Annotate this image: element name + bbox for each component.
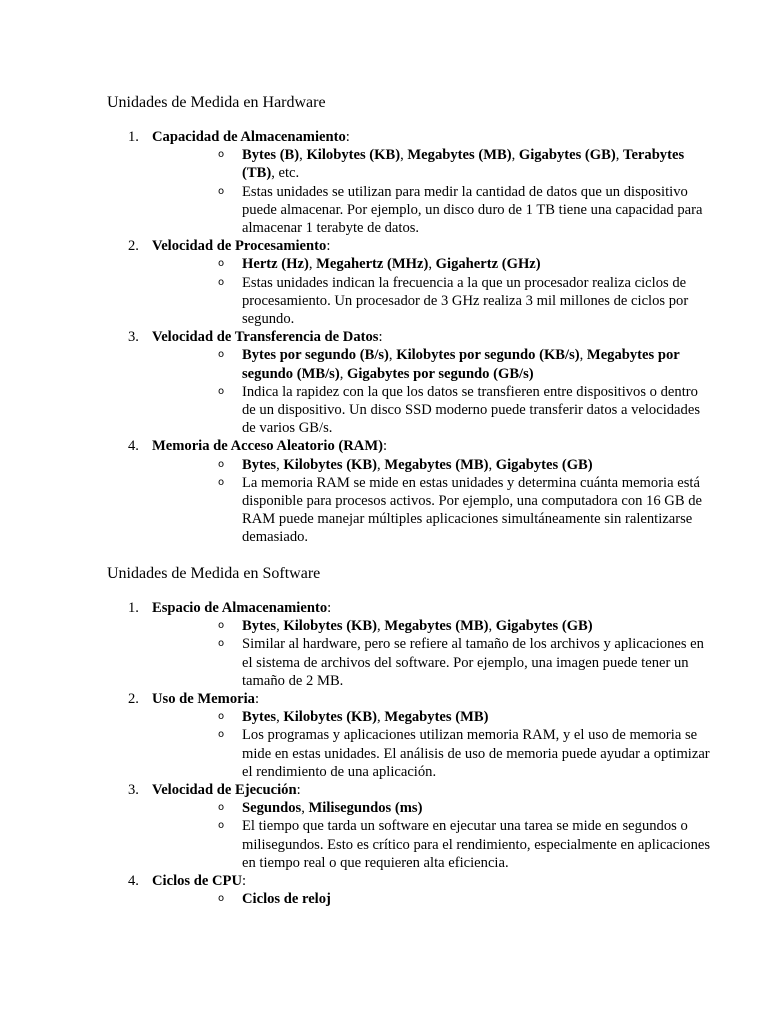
unit-separator: , <box>579 347 587 364</box>
list-item <box>107 128 703 237</box>
list-item <box>107 237 689 328</box>
unit-separator: , <box>615 147 624 164</box>
bullet-icon: o <box>218 620 225 632</box>
list-item <box>107 437 702 546</box>
item-description: Estas unidades se utilizan para medir la cantidad de datos que un dispositivo puede almacenar. Por ejemplo, un disco duro de 1 TB tiene una capacidad para almacenar 1 terabyte de datos. <box>242 183 703 237</box>
item-title-colon: : <box>254 691 260 708</box>
sub-list <box>152 617 704 690</box>
section-heading: Unidades de Medida en Software <box>107 565 321 582</box>
unit-name: Kilobytes (KB) <box>283 709 378 726</box>
units-bullet <box>152 146 712 182</box>
unit-name: Hertz (Hz) <box>242 256 309 273</box>
unit-name: Gigabytes por segundo (GB/s) <box>347 365 534 382</box>
item-description: Similar al hardware, pero se refiere al tamaño de los archivos y aplicaciones en el sistema de archivos del software. Por ejemplo, una imagen puede tener un tamaño de 2 MB. <box>242 636 704 689</box>
unit-separator: , <box>488 456 496 473</box>
section-software <box>107 564 711 908</box>
item-description: El tiempo que tarda un software en ejecutar una tarea se mide en segundos o milisegundos. Esto es crítico para el rendimiento, especialmente en aplicaciones en tiempo real o que requieren alta eficiencia. <box>242 818 711 871</box>
item-number: 1. <box>128 129 139 145</box>
units-bullet <box>152 799 712 817</box>
unit-name: Segundos <box>242 800 302 817</box>
unit-name: Gigabytes (GB) <box>518 147 616 164</box>
unit-separator: , <box>308 256 317 273</box>
item-title-colon: : <box>296 782 301 799</box>
bullet-icon: o <box>218 893 225 905</box>
item-title: Velocidad de Transferencia de Datos <box>152 329 379 346</box>
bullet-icon: o <box>218 385 225 397</box>
sub-list <box>152 346 700 437</box>
unit-separator: , <box>339 365 348 382</box>
unit-name: Megabytes (MB) <box>384 456 489 473</box>
sub-list <box>152 255 689 328</box>
item-title-colon: : <box>242 873 247 890</box>
unit-separator: , <box>377 709 385 726</box>
unit-separator: , <box>301 800 309 817</box>
bullet-icon: o <box>218 729 225 741</box>
list-item <box>107 781 711 872</box>
item-title-colon: : <box>326 238 331 255</box>
item-title-line <box>152 690 667 708</box>
unit-name: Bytes por segundo (B/s) <box>242 347 389 364</box>
unit-separator: , <box>511 147 519 164</box>
item-number: 1. <box>128 600 139 616</box>
item-description: Estas unidades indican la frecuencia a la que un procesador realiza ciclos de procesamiento. Un procesador de 3 GHz realiza 3 mil millones de ciclos por segundo. <box>242 274 689 328</box>
section-heading: Unidades de Medida en Hardware <box>107 94 326 111</box>
unit-name: Kilobytes (KB) <box>306 147 401 164</box>
item-number: 3. <box>128 782 139 799</box>
unit-separator: , <box>276 456 284 473</box>
list-item <box>107 690 710 781</box>
item-number: 4. <box>128 438 139 455</box>
item-title: Espacio de Almacenamiento <box>152 600 328 616</box>
unit-separator: , <box>276 709 284 726</box>
list-item <box>107 328 700 437</box>
unit-separator: , etc. <box>271 165 300 182</box>
unit-separator: , <box>377 618 385 635</box>
item-title: Velocidad de Procesamiento <box>152 238 327 255</box>
bullet-icon: o <box>218 185 225 197</box>
bullet-icon: o <box>218 638 225 650</box>
sub-list <box>152 890 667 908</box>
description-bullet <box>152 726 712 781</box>
item-number: 4. <box>128 873 139 890</box>
list-item <box>107 872 667 908</box>
bullet-icon: o <box>218 820 225 832</box>
bullet-icon: o <box>218 276 225 288</box>
units-bullet <box>152 456 712 474</box>
item-list <box>107 128 703 547</box>
unit-name: Megabytes (MB) <box>384 618 489 635</box>
sub-list <box>152 799 711 872</box>
sub-list <box>152 146 703 237</box>
item-number: 2. <box>128 691 139 708</box>
unit-name: Megabytes por segundo (MB/s) <box>242 347 680 382</box>
unit-name: Megahertz (MHz) <box>316 256 429 273</box>
unit-separator: , <box>276 618 284 635</box>
bullet-icon: o <box>218 802 225 814</box>
item-title: Capacidad de Almacenamiento <box>152 129 346 145</box>
unit-name: Bytes <box>242 709 277 726</box>
unit-name: Ciclos de reloj <box>242 891 331 908</box>
bullet-icon: o <box>218 349 225 361</box>
unit-separator: , <box>388 347 397 364</box>
item-title-line <box>152 328 667 346</box>
unit-separator: , <box>299 147 307 164</box>
item-title-line <box>152 437 667 455</box>
unit-name: Megabytes (MB) <box>384 709 489 726</box>
item-description: La memoria RAM se mide en estas unidades y determina cuánta memoria está disponible para procesos activos. Por ejemplo, una computadora con 16 GB de RAM puede manejar múltiples aplicaciones simultáneamente sin ralentizarse demasiado. <box>242 474 702 546</box>
unit-separator: , <box>377 456 385 473</box>
unit-separator: , <box>428 256 436 273</box>
unit-name: Gigahertz (GHz) <box>435 256 541 273</box>
description-bullet <box>152 474 712 547</box>
unit-name: Milisegundos (ms) <box>308 800 423 817</box>
unit-name: Kilobytes por segundo (KB/s) <box>396 347 580 364</box>
unit-name: Gigabytes (GB) <box>495 456 593 473</box>
section-hardware <box>107 93 703 547</box>
unit-name: Gigabytes (GB) <box>495 618 593 635</box>
item-list <box>107 599 711 908</box>
item-title-line <box>152 872 667 890</box>
description-bullet <box>152 274 712 329</box>
unit-separator: , <box>488 618 496 635</box>
item-title: Ciclos de CPU <box>152 873 242 890</box>
bullet-icon: o <box>218 149 225 161</box>
bullet-icon: o <box>218 476 225 488</box>
unit-name: Kilobytes (KB) <box>283 618 378 635</box>
description-bullet <box>152 383 712 438</box>
item-title-line <box>152 128 667 146</box>
units-bullet <box>152 890 712 908</box>
item-number: 2. <box>128 238 139 255</box>
list-item <box>107 599 704 690</box>
unit-name: Terabytes (TB) <box>242 147 685 182</box>
item-title-line <box>152 237 667 255</box>
description-bullet <box>152 817 712 872</box>
item-title-colon: : <box>327 600 332 616</box>
unit-name: Bytes <box>242 456 277 473</box>
item-title-line <box>152 781 667 799</box>
unit-name: Megabytes (MB) <box>407 147 512 164</box>
bullet-icon: o <box>218 711 225 723</box>
unit-name: Bytes <box>242 618 277 635</box>
bullet-icon: o <box>218 458 225 470</box>
item-title-line <box>152 599 667 617</box>
unit-name: Bytes (B) <box>242 147 300 164</box>
bullet-icon: o <box>218 258 225 270</box>
unit-separator: , <box>400 147 408 164</box>
sub-list <box>152 708 710 781</box>
item-description: Los programas y aplicaciones utilizan memoria RAM, y el uso de memoria se mide en estas unidades. El análisis de uso de memoria puede ayudar a optimizar el rendimiento de una aplicación. <box>242 727 710 780</box>
item-title-colon: : <box>378 329 383 346</box>
units-bullet <box>152 708 712 726</box>
units-bullet <box>152 617 712 635</box>
units-bullet <box>152 255 712 273</box>
item-title: Memoria de Acceso Aleatorio (RAM) <box>152 438 383 455</box>
item-title-colon: : <box>345 129 350 145</box>
item-number: 3. <box>128 329 139 346</box>
description-bullet <box>152 635 712 690</box>
item-title-colon: : <box>382 438 388 455</box>
item-description: Indica la rapidez con la que los datos se transfieren entre dispositivos o dentro de un dispositivo. Un disco SSD moderno puede transferir datos a velocidades de varios GB/s. <box>242 383 700 437</box>
item-title: Uso de Memoria <box>152 691 255 708</box>
sub-list <box>152 456 702 547</box>
unit-name: Kilobytes (KB) <box>283 456 378 473</box>
units-bullet <box>152 346 712 382</box>
item-title: Velocidad de Ejecución <box>152 782 297 799</box>
description-bullet <box>152 183 712 238</box>
